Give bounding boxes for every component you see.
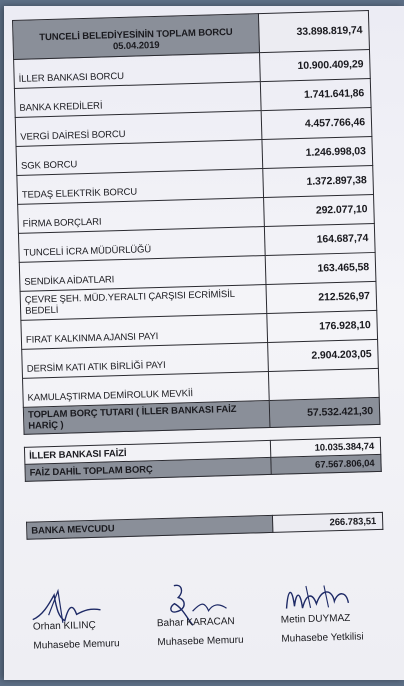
debt-item-label: KAMULAŞTIRMA DEMİROLUK MEVKİİ bbox=[23, 371, 270, 407]
signature-2 bbox=[152, 579, 262, 649]
debt-item-label: FİRMA BORÇLARI bbox=[18, 198, 265, 234]
debt-item-amount: 10.900.409,29 bbox=[260, 50, 371, 82]
signatory-name-2: Bahar KARACAN bbox=[156, 616, 235, 630]
title-amount: 33.898.819,74 bbox=[258, 11, 369, 53]
debt-item-label: TEDAŞ ELEKTRİK BORCU bbox=[17, 169, 264, 205]
signatory-role-1: Muhasebe Memuru bbox=[33, 638, 120, 652]
interest-label: İLLER BANKASI FAİZİ bbox=[24, 440, 270, 464]
debt-item-amount: 212.526,97 bbox=[266, 281, 377, 313]
debt-item-amount: 164.687,74 bbox=[264, 223, 375, 255]
debt-item-label: BANKA KREDİLERİ bbox=[14, 82, 261, 118]
total-label: TOPLAM BORÇ TUTARI ( İLLER BANKASI FAİZ HARİÇ ) bbox=[23, 400, 270, 434]
debt-item-label: SENDİKA AİDATLARI bbox=[19, 256, 266, 292]
debt-item-label: ÇEVRE ŞEH. MÜD.YERALTI ÇARŞISI ECRİMİSİL BEDELİ bbox=[20, 285, 267, 321]
signatory-name-3: Metin DUYMAZ bbox=[280, 612, 351, 626]
debt-item-amount: 292.077,10 bbox=[264, 194, 375, 226]
debt-item-label: DERSİM KATI ATIK BİRLİĞİ PAYI bbox=[22, 342, 269, 378]
signatory-role-2: Muhasebe Memuru bbox=[157, 634, 244, 649]
debt-item-amount: 163.465,58 bbox=[265, 252, 376, 284]
bank-amount: 266.783,51 bbox=[272, 512, 382, 532]
debt-item-label: VERGİ DAİRESİ BORCU bbox=[15, 111, 262, 147]
debt-item-amount: 2.904.203,05 bbox=[268, 339, 379, 371]
debt-item-amount bbox=[268, 368, 379, 400]
debt-item-amount: 176.928,10 bbox=[267, 310, 378, 342]
debt-item-amount: 1.372.897,38 bbox=[263, 165, 374, 197]
debt-item-amount: 1.246.998,03 bbox=[262, 136, 373, 168]
signature-block bbox=[28, 576, 387, 686]
debt-item-label: TUNCELİ İCRA MÜDÜRLÜĞÜ bbox=[18, 227, 265, 263]
interest-amount: 10.035.384,74 bbox=[270, 437, 380, 457]
total-with-interest-amount: 67.567.806,04 bbox=[271, 454, 381, 474]
debt-item-label: SGK BORCU bbox=[16, 140, 263, 176]
debt-item-label: İLLER BANKASI BORCU bbox=[14, 53, 261, 89]
signatory-name-1: Orhan KILINÇ bbox=[32, 619, 96, 633]
signature-3 bbox=[276, 576, 386, 645]
total-amount: 57.532.421,30 bbox=[269, 397, 380, 427]
debt-item-amount: 1.741.641,86 bbox=[260, 79, 371, 111]
debt-table bbox=[12, 10, 380, 435]
debt-item-amount: 4.457.766,46 bbox=[261, 108, 372, 140]
debt-document bbox=[12, 10, 382, 652]
paper-sheet bbox=[4, 6, 404, 680]
debt-item-label: FIRAT KALKINMA AJANSI PAYI bbox=[21, 314, 268, 350]
debt-rows bbox=[14, 50, 380, 408]
document-title: TUNCELİ BELEDİYESİNİN TOPLAM BORCU 05.04.2019 bbox=[13, 14, 260, 60]
signature-1 bbox=[28, 583, 138, 652]
bank-label: BANKA MEVCUDU bbox=[27, 515, 273, 539]
signatory-role-3: Muhasebe Yetkilisi bbox=[281, 631, 364, 645]
total-with-interest-label: FAİZ DAHİL TOPLAM BORÇ bbox=[25, 457, 271, 481]
